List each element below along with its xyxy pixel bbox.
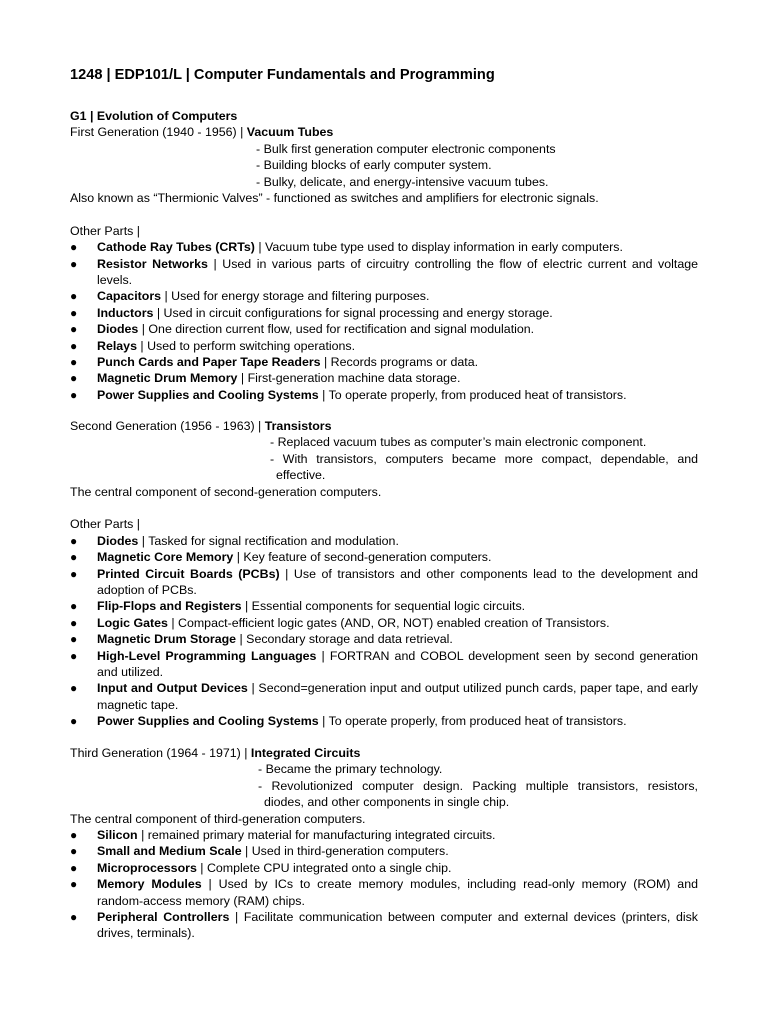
part-desc: | remained primary material for manufacturing integrated circuits.	[137, 827, 496, 842]
list-item	[70, 648, 698, 681]
part-name: Diodes	[97, 322, 139, 337]
part-desc: | Use of transistors and other components lead to the development and adoption of PCBs.	[97, 566, 699, 597]
list-item	[70, 713, 698, 729]
gen2-other-parts-label: Other Parts |	[70, 517, 141, 532]
part-name: Input and Output Devices	[97, 681, 248, 696]
gen3-point-text: - Became the primary technology.	[258, 762, 443, 777]
document-title: 1248 | EDP101/L | Computer Fundamentals and Programming	[70, 67, 495, 83]
part-name: High-Level Programming Languages	[97, 648, 317, 663]
part-desc: | Records programs or data.	[320, 354, 479, 369]
list-item	[70, 549, 698, 565]
part-name: Flip-Flops and Registers	[97, 599, 242, 614]
gen3-heading	[70, 745, 702, 761]
part-name: Power Supplies and Cooling Systems	[97, 387, 319, 402]
part-name: Magnetic Drum Memory	[97, 371, 238, 386]
gen1-point: - Bulky, delicate, and energy-intensive vacuum tubes.	[256, 174, 549, 189]
part-desc: | To operate properly, from produced heat of transistors.	[318, 387, 627, 402]
list-item	[70, 338, 698, 354]
part-name: Power Supplies and Cooling Systems	[97, 714, 319, 729]
gen2-point-text: - With transistors, computers became more compact, dependable, and	[270, 451, 698, 466]
gen1-label: First Generation (1940 - 1956) |	[70, 125, 247, 140]
part-name: Punch Cards and Paper Tape Readers	[97, 354, 321, 369]
list-item	[70, 909, 698, 942]
gen3-point-text: - Revolutionized computer design. Packing multiple transistors, resistors,	[258, 778, 698, 793]
list-item	[70, 680, 698, 713]
list-item	[70, 566, 698, 599]
list-item	[70, 387, 698, 403]
gen3-parts-list	[70, 827, 702, 942]
part-name: Silicon	[97, 827, 138, 842]
gen2-parts-list	[70, 533, 702, 730]
gen3-note: The central component of third-generation computers.	[70, 811, 366, 826]
gen1-other-parts-label: Other Parts |	[70, 223, 141, 238]
part-desc: | Used in circuit configurations for signal processing and energy storage.	[153, 305, 553, 320]
gen1-note: Also known as “Thermionic Valves” - functioned as switches and amplifiers for electronic signals.	[70, 190, 599, 205]
list-item	[70, 354, 698, 370]
list-item	[70, 598, 698, 614]
part-name: Magnetic Drum Storage	[97, 632, 237, 647]
gen2-point	[70, 434, 698, 450]
gen3-tech: Integrated Circuits	[250, 746, 361, 760]
gen1-point: - Building blocks of early computer system.	[256, 158, 492, 173]
gen2-point-text: - Replaced vacuum tubes as computer’s main electronic component.	[270, 435, 647, 450]
part-desc: | FORTRAN and COBOL development seen by second generation and utilized.	[97, 648, 699, 679]
part-desc: | Vacuum tube type used to display information in early computers.	[254, 240, 623, 255]
list-item	[70, 615, 698, 631]
part-desc: | First-generation machine data storage.	[237, 371, 461, 386]
part-desc: | One direction current flow, used for rectification and signal modulation.	[138, 322, 535, 337]
part-desc: | Second=generation input and output utilized punch cards, paper tape, and early magnetic tape.	[97, 681, 698, 712]
list-item	[70, 239, 698, 255]
gen1-heading	[70, 124, 702, 140]
list-item	[70, 843, 698, 859]
part-desc: | Used for energy storage and filtering purposes.	[161, 289, 430, 304]
part-desc: | Used by ICs to create memory modules, including read-only memory (ROM) and random-access memory (RAM) chips.	[97, 877, 698, 908]
part-name: Inductors	[97, 305, 154, 320]
gen2-note: The central component of second-generation computers.	[70, 484, 382, 499]
part-desc: | Facilitate communication between computer and external devices (printers, disk drives, terminals).	[97, 909, 698, 941]
gen1-tech: Vacuum Tubes	[246, 125, 334, 140]
part-desc: | Used to perform switching operations.	[136, 338, 356, 353]
part-name: Small and Medium Scale	[97, 844, 242, 859]
gen2-tech: Transistors	[264, 419, 332, 433]
part-desc: | Compact-efficient logic gates (AND, OR, NOT) enabled creation of Transistors.	[167, 615, 610, 630]
list-item	[70, 533, 698, 549]
part-name: Cathode Ray Tubes (CRTs)	[97, 240, 255, 255]
gen1-point: - Bulk first generation computer electronic components	[256, 141, 556, 156]
part-name: Resistor Networks	[97, 256, 208, 271]
part-name: Capacitors	[97, 289, 162, 304]
part-name: Printed Circuit Boards (PCBs)	[97, 566, 280, 581]
list-item	[70, 876, 698, 909]
list-item	[70, 305, 698, 321]
section-heading: G1 | Evolution of Computers	[70, 109, 238, 123]
gen2-point	[70, 451, 698, 484]
gen2-label: Second Generation (1956 - 1963) |	[70, 419, 265, 433]
second-generation-block	[70, 418, 702, 730]
part-desc: | Complete CPU integrated onto a single chip.	[196, 860, 452, 875]
part-desc: | To operate properly, from produced heat of transistors.	[318, 714, 627, 729]
gen2-heading	[70, 418, 702, 434]
list-item	[70, 321, 698, 337]
part-desc: | Secondary storage and data retrieval.	[236, 632, 453, 647]
part-name: Logic Gates	[97, 615, 168, 630]
gen3-label: Third Generation (1964 - 1971) |	[70, 746, 251, 760]
gen3-point	[70, 778, 698, 811]
gen3-point	[70, 761, 698, 777]
list-item	[70, 827, 698, 843]
part-desc: | Used in third-generation computers.	[241, 844, 449, 859]
part-desc: | Key feature of second-generation computers.	[233, 550, 492, 565]
part-desc: | Essential components for sequential logic circuits.	[241, 599, 526, 614]
part-name: Diodes	[97, 533, 139, 548]
part-desc: | Used in various parts of circuitry controlling the flow of electric current and voltage levels.	[97, 256, 698, 287]
part-name: Relays	[97, 338, 137, 353]
part-name: Magnetic Core Memory	[97, 550, 234, 565]
first-generation-block	[70, 108, 702, 403]
third-generation-block	[70, 745, 702, 942]
list-item	[70, 288, 698, 304]
list-item	[70, 860, 698, 876]
part-name: Microprocessors	[97, 860, 197, 875]
gen3-point-text: diodes, and other components in single chip.	[264, 795, 510, 810]
list-item	[70, 631, 698, 647]
gen2-point-text: effective.	[276, 468, 326, 483]
gen1-parts-list	[70, 239, 702, 403]
part-name: Peripheral Controllers	[97, 909, 230, 924]
list-item	[70, 256, 698, 289]
part-name: Memory Modules	[97, 877, 202, 892]
list-item	[70, 370, 698, 386]
part-desc: | Tasked for signal rectification and modulation.	[138, 533, 399, 548]
